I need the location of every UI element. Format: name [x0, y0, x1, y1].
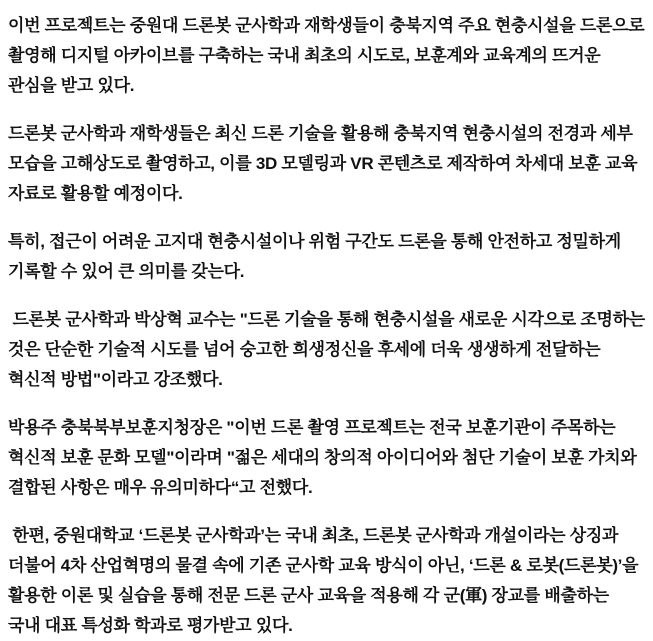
- article-paragraph: 이번 프로젝트는 중원대 드론봇 군사학과 재학생들이 충북지역 주요 현충시설을 드론으로 촬영해 디지털 아카이브를 구축하는 국내 최초의 시도로, 보훈계와 교육계의 뜨거운 관심을 받고 있다.: [8, 16, 649, 95]
- article-paragraph: 한편, 중원대학교 ‘드론봇 군사학과’는 국내 최초, 드론봇 군사학과 개설이라는 상징과 더불어 4차 산업혁명의 물결 속에 기존 군사학 교육 방식이 아닌, ‘드론 & 로봇(드론봇)’을 활용한 이론 및 실습을 통해 전문 드론 군사 교육을 적용해 각 군(軍) 장교를 배출하는 국내 대표 특성화 학과로 평가받고 있다.: [8, 526, 643, 635]
- article-paragraph: 드론봇 군사학과 박상혁 교수는 "드론 기술을 통해 현충시설을 새로운 시각으로 조명하는 것은 단순한 기술적 시도를 넘어 숭고한 희생정신을 후세에 더욱 생생하게 전달하는 혁신적 방법"이라고 강조했다.: [8, 310, 650, 389]
- article-paragraph: 박용주 충북북부보훈지청장은 "이번 드론 촬영 프로젝트는 전국 보훈기관이 주목하는 혁신적 보훈 문화 모델"이라며 "젊은 세대의 창의적 아이디어와 첨단 기술이 보훈 가치와 결합된 사항은 매우 유의미하다“고 전했다.: [8, 418, 641, 497]
- article-paragraph: 드론봇 군사학과 재학생들은 최신 드론 기술을 활용해 충북지역 현충시설의 전경과 세부 모습을 고해상도로 촬영하고, 이를 3D 모델링과 VR 콘텐츠로 제작하여 차세대 보훈 교육 자료로 활용할 예정이다.: [8, 124, 642, 203]
- article-paragraph: 특히, 접근이 어려운 고지대 현충시설이나 위험 구간도 드론을 통해 안전하고 정밀하게 기록할 수 있어 큰 의미를 갖는다.: [8, 232, 626, 281]
